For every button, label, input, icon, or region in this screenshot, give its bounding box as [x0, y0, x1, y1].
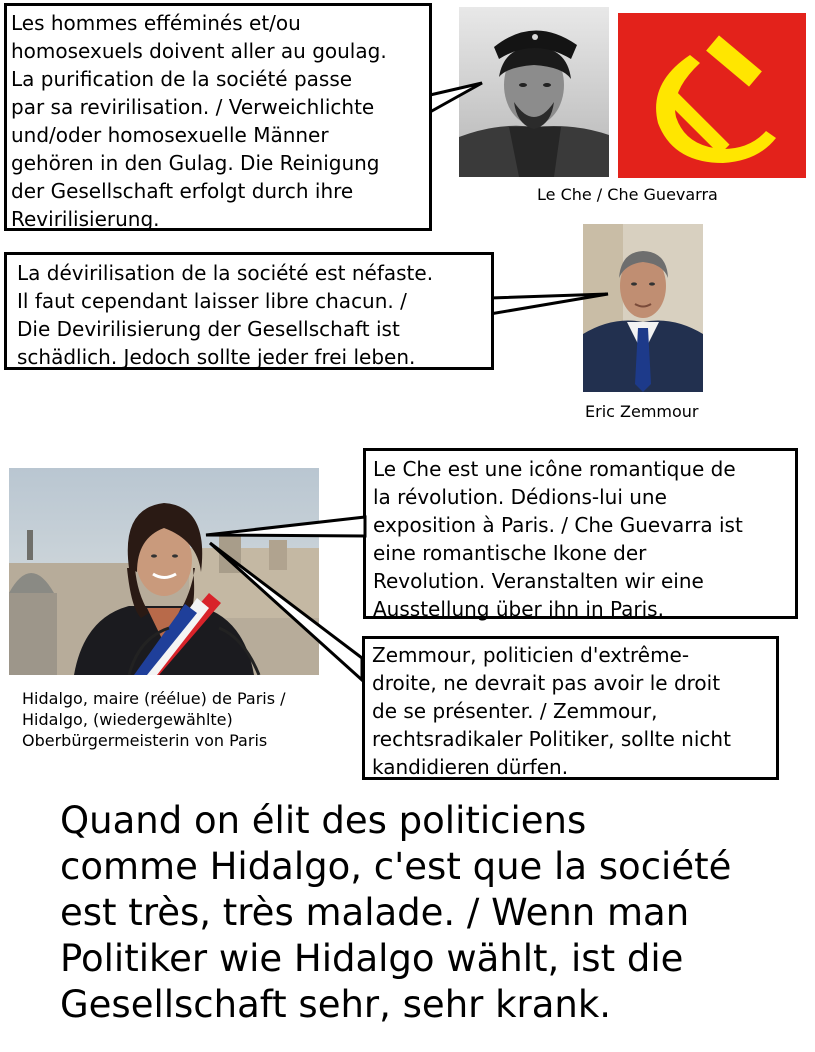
che-quote-bubble: Les hommes efféminés et/ou homosexuels doivent aller au goulag. La purification de la société passe par sa revirilisation. / Verweichlichte und/oder homosexuelle Männer gehören in den Gulag. Die Reinigung der Gesellschaft erfolgt durch ihre Revirilisierung. — [4, 3, 432, 231]
anne-hidalgo-photo — [9, 468, 319, 675]
eric-zemmour-photo — [583, 224, 703, 392]
zemmour-quote-bubble: La dévirilisation de la société est néfaste. Il faut cependant laisser libre chacun. / Die Devirilisierung der Gesellschaft ist schädlich. Jedoch sollte jeder frei leben. — [4, 252, 494, 370]
hidalgo-caption: Hidalgo, maire (réélue) de Paris / Hidalgo, (wiedergewählte) Oberbürgermeisterin von Paris — [22, 689, 286, 750]
conclusion-text: Quand on élit des politiciens comme Hidalgo, c'est que la société est très, très malade. / Wenn man Politiker wie Hidalgo wählt, ist die Gesellschaft sehr, sehr krank. — [60, 799, 732, 1026]
che-guevara-photo — [459, 7, 609, 177]
hidalgo-zemmour-quote-bubble: Zemmour, politicien d'extrême- droite, ne devrait pas avoir le droit de se présenter. / Zemmour, rechtsradikaler Politiker, sollte nicht kandidieren dürfen. — [362, 636, 779, 780]
hidalgo-che-quote-bubble: Le Che est une icône romantique de la révolution. Dédions-lui une exposition à Paris. / Che Guevarra ist eine romantische Ikone der Revolution. Veranstalten wir eine Ausstellung über ihn in Paris. — [363, 448, 798, 619]
communist-flag — [618, 13, 806, 178]
hammer-and-sickle-icon — [618, 13, 806, 178]
che-caption: Le Che / Che Guevarra — [537, 185, 718, 204]
zemmour-caption: Eric Zemmour — [585, 402, 699, 421]
